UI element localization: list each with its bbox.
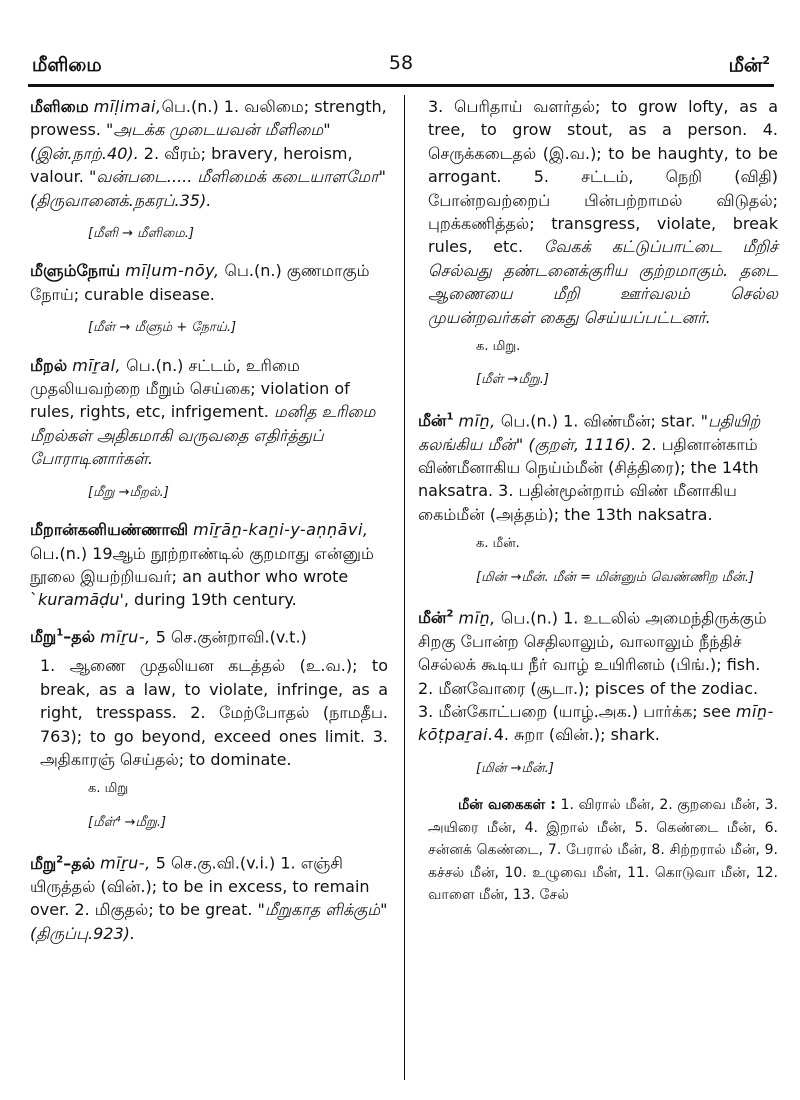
left-column [30, 95, 388, 951]
transliteration: mīṉ, [458, 411, 496, 431]
entry-mīṟu-2-continued [418, 95, 778, 392]
quotation: "பதியிற் கலங்கிய மீன்" (குறள், 1116). [418, 411, 761, 454]
definition: 2. பதினான்காம் விண்மீனாகிய நெய்ம்மீன் (சித்திரை); the 14th naksatra. 3. பதின்மூன்றாம் விண் மீனாகிய கைம்மீன் (அத்தம்); the 13th naksatra. [418, 434, 759, 524]
transliteration: mīḷum-nōy, [125, 261, 220, 281]
definition: 5 செ.கு.வி.(v.i.) 1. எஞ்சி யிருத்தல் (வின்.); to be in excess, to remain over. 2. மிகுதல்; to be great. [30, 853, 370, 920]
grammar: 5 செ.குன்றாவி.(v.t.) [155, 627, 307, 647]
quotation: வேகக் கட்டுப்பாட்டை மீறிச் செல்வது தண்டனைக்குரிய குற்றமாகும். தடை ஆணையை மீறி ஊர்வலம் செல்ல முயன்றவர்கள் கைது செய்யப்பட்டனர். [428, 237, 778, 327]
headword: மீளும்நோய் [30, 261, 121, 281]
etymology: [மீள்⁴ →மீறு.] [88, 814, 167, 830]
transliteration: mīṟu-, [100, 853, 151, 873]
definition: 4. சுறா (வின்.); shark. [493, 725, 660, 745]
entry-mīḷum-nōy [30, 259, 388, 339]
transliteration: mīṟu-, [100, 627, 151, 647]
definition: 2. வீரம்; bravery, heroism, valour. [30, 143, 353, 187]
quotation: மனித உரிமை மீறல்கள் அதிகமாகி வருவதை எதிர்த்துப் போராடினார்கள். [30, 402, 376, 469]
transliteration: mīṟāṉ-kaṉi-y-aṇṇāvi, [193, 520, 369, 540]
cross-reference: mīṉ-kōṭpaṟai. [418, 702, 774, 745]
etymology: [மின் →மீன். மீன் = மின்னும் வெண்ணிற மீன்.] [476, 569, 754, 585]
column-divider [404, 95, 405, 1080]
entry-mīṟu-2 [30, 848, 388, 945]
definition: 1. ஆணை முதலியன கடத்தல் (உ.வ.); to break, as a law, to violate, infringe, as a right, tresspass. 2. மேற்போதல் (நாமதீப. 763); to go beyond, exceed ones limit. 3. அதிகாரஞ் செய்தல்; to dominate. [40, 656, 388, 770]
entry-mīṟal [30, 354, 388, 504]
etymology: [மீறு →மீறல்.] [88, 484, 169, 500]
etymology: [மீள் → மீளும் + நோய்.] [88, 320, 237, 336]
quotation: "அடக்க முடையவன் மீளிமை" (இன்.நாற்.40). [30, 120, 331, 163]
etymology: [மீள் →மீறு.] [476, 372, 549, 388]
entry-mīṟāṉ-kaṉi-y-aṇṇāvi [30, 518, 388, 612]
page-number: 58 [388, 52, 414, 74]
headword: மீறு$^1$–தல் [30, 627, 95, 647]
headword: மீன்$^1$ [418, 411, 454, 431]
definition: பெ.(n.) சட்டம், உரிமை முதலியவற்றை மீறும் செய்கை; violation of rules, rights, etc, infrigement. [30, 355, 350, 422]
fish-types-label: மீன் வகைகள் : [458, 797, 556, 814]
headword: மீறல் [30, 355, 68, 375]
transliteration: mīṟal, [72, 355, 122, 375]
quotation: "வன்படை..... மீளிமைக் கடையாளமோ" (திருவானைக்.நகரப்.35). [30, 167, 386, 210]
entry-mīṉ-1 [418, 406, 778, 589]
quotation: "மீறுகாத ளிக்கும்" (திருப்பு.923). [30, 900, 388, 943]
headword: மீளிமை [30, 97, 89, 116]
definition: 3. பெரிதாய் வளர்தல்; to grow lofty, as a tree, to grow stout, as a person. 4. செருக்கடைதல் (இ.வ.); to be haughty, to be arrogant. 5. சட்டம், நெறி (விதி) போன்றவற்றைப் பின்பற்றாமல் விடுதல்; புறக்கணித்தல்; transgress, violate, break rules, etc. [428, 97, 778, 257]
fish-types-list [418, 794, 778, 907]
etymology: [மின் →மீன்.] [476, 760, 554, 776]
kannada-cognate: க. மீன். [476, 536, 520, 552]
entry-mīṉ-2 [418, 603, 778, 780]
definition: பெ.(n.) 1. வலிமை; strength, prowess. [30, 97, 387, 140]
definition: பெ.(n.) குணமாகும் நோய்; curable disease. [30, 261, 370, 304]
definition: பெ.(n.) 1. விண்மீன்; star. [500, 411, 701, 431]
fish-types-text: 1. விரால் மீன், 2. குறவை மீன், 3. அயிரை மீன், 4. இறால் மீன், 5. கெண்டை மீன், 6. சன்னக் கெண்டை, 7. பேரால் மீன், 8. சிற்றரால் மீன், 9. கச்சல் மீன், 10. உழுவை மீன், 11. கொடுவா மீன், 12. வாளை மீன், 13. சேல் [428, 797, 778, 904]
etymology: [மீளி → மீளிமை.] [88, 226, 194, 242]
entry-mīṟu-1 [30, 622, 388, 835]
kannada-cognate: க. மிறு [88, 781, 129, 797]
transliteration: mīṉ, [458, 608, 496, 628]
headword: மீறான்கனியண்ணாவி [30, 520, 189, 540]
entry-mīḷimai [30, 95, 388, 245]
headword: மீறு$^2$–தல் [30, 853, 95, 873]
definition: பெ.(n.) 1. உடலில் அமைந்திருக்கும் சிறகு போன்ற செதிலாலும், வாலாலும் நீந்திச் செல்லக் கூடிய நீர் வாழ் உயிரினம் (பிங்.); fish. 2. மீனவோரை (சூடா.); pisces of the zodiac. 3. மீன்கோட்பறை (யாழ்.அக.) பார்க்க; see [418, 608, 767, 721]
headword: மீன்$^2$ [418, 608, 454, 628]
header-last-word: மீன்$^2$ [728, 54, 770, 77]
definition: ', during 19th century. [119, 590, 297, 610]
quotation: kuramāḍu [38, 590, 120, 610]
kannada-cognate: க. மிறு. [476, 339, 521, 355]
right-column [418, 95, 778, 907]
page-header [28, 50, 774, 87]
definition: பெ.(n.) 19ஆம் நூற்றாண்டில் குறமாது என்னும் நூலை இயற்றியவர்; an author who wrote ` [30, 543, 374, 610]
transliteration: mīḷimai, [93, 97, 162, 116]
header-first-word: மீளிமை [32, 54, 102, 76]
